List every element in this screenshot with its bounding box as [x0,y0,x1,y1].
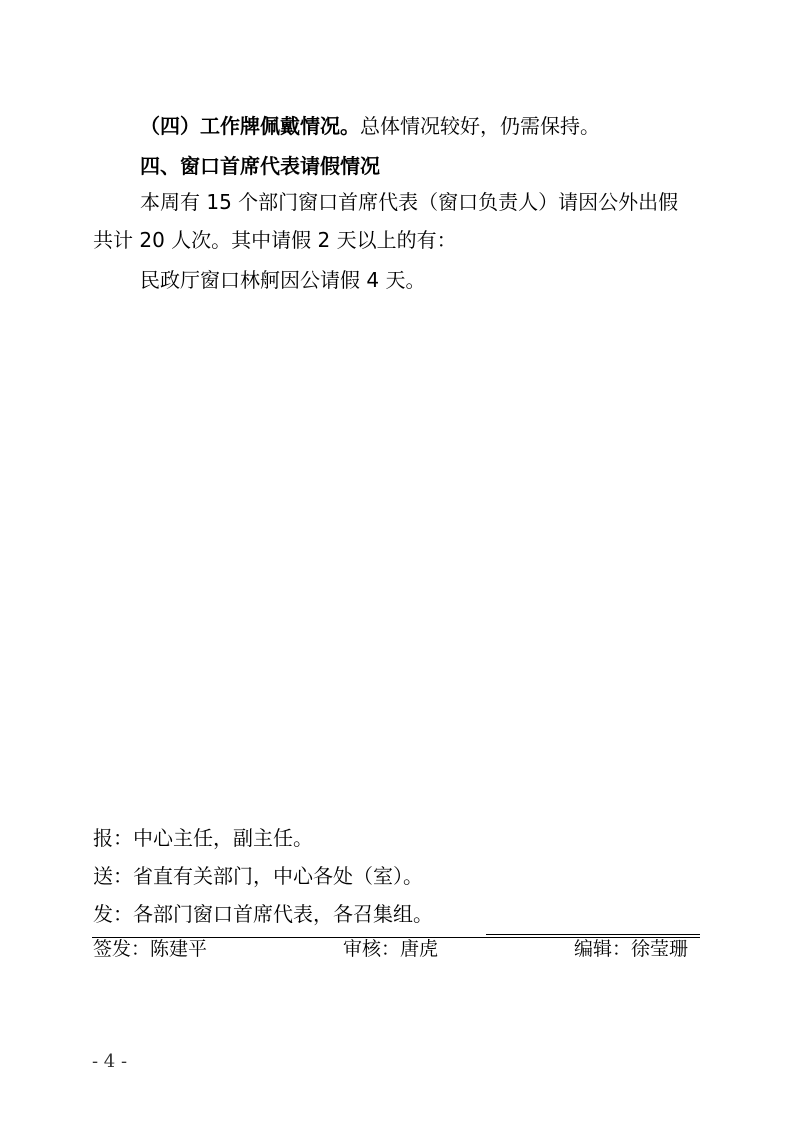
paragraph-leave-detail: 民政厅窗口林舸因公请假 4 天。 [140,268,426,292]
signed-by: 签发：陈建平 [93,938,208,960]
divider-short [486,934,700,935]
subsection-four [140,112,600,140]
distribution-issue: 发：各部门窗口首席代表，各召集组。 [93,902,433,926]
section-title: 四、窗口首席代表请假情况 [140,154,380,178]
paragraph-line: 本周有 15 个部门窗口首席代表（窗口负责人）请因公外出假 [140,190,679,214]
subsection-heading: （四）工作牌佩戴情况。 [140,114,360,138]
distribution-report: 报：中心主任，副主任。 [93,826,313,850]
edited-by: 编辑：徐莹珊 [574,938,689,960]
page-number: - 4 - [92,1051,128,1072]
distribution-send: 送：省直有关部门，中心各处（室）。 [93,864,423,888]
paragraph-line: 共计 20 人次。其中请假 2 天以上的有： [93,228,457,252]
subsection-text: 总体情况较好，仍需保持。 [360,114,600,138]
reviewed-by: 审核：唐虎 [343,938,439,960]
